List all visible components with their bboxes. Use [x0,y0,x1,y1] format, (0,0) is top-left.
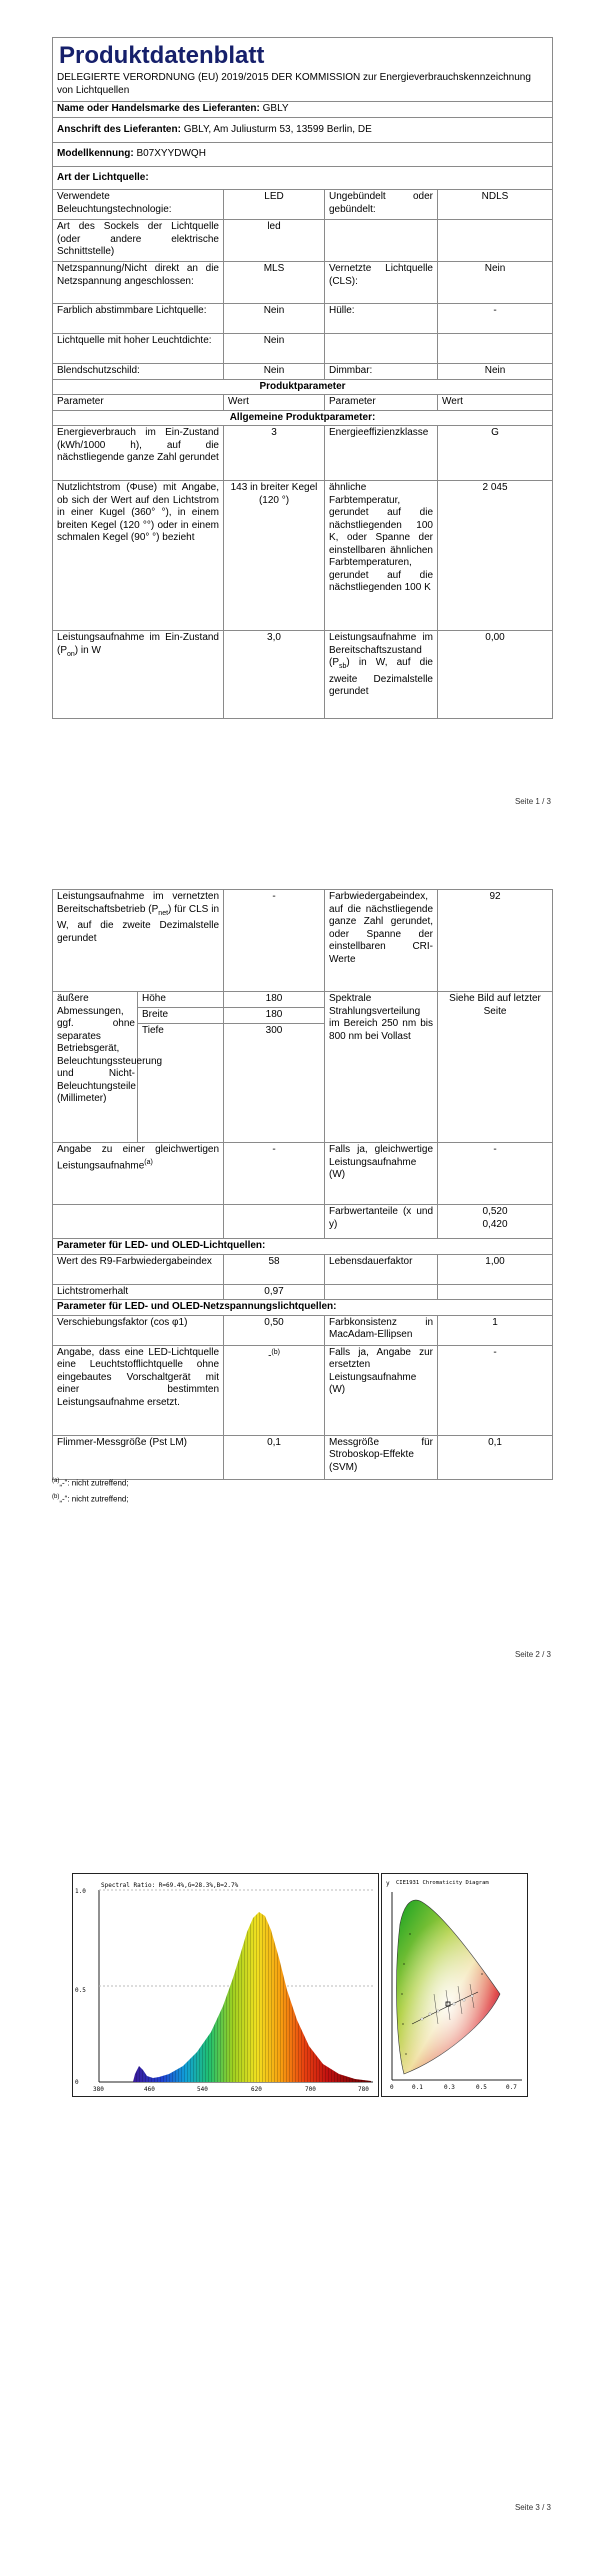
type-value: MLS [224,262,325,304]
type-label: Lichtquelle mit hoher Leuchtdichte: [53,334,224,364]
net-standby-value: - [224,890,325,992]
y-tick: 0.5 [75,1987,86,1994]
flicker-value: 0,1 [224,1435,325,1479]
type-row [53,262,553,304]
cie-x-tick: 0 [390,2084,394,2091]
params-column-header-row [53,395,553,411]
page-title: Produktdatenblatt [59,42,265,69]
x-tick: 780 [358,2086,369,2093]
supplier-brand-row [53,102,553,118]
svm-label: Messgröße für Stroboskop-Effekte (SVM) [325,1435,438,1479]
x-tick: 700 [305,2086,316,2093]
type-label: Blendschutzschild: [53,364,224,380]
regulation-text: DELEGIERTE VERORDNUNG (EU) 2019/2015 DER KOMMISSION zur Energieverbrauchskennzeichnung von Lichtquellen [57,72,531,96]
led-row [53,1284,553,1300]
col-header-value-2: Wert [438,395,553,411]
type-value: LED [224,190,325,220]
mains-heading-row [53,1300,553,1316]
cct-label: ähnliche Farbtemperatur, gerundet auf die nächstliegenden 100 K, oder Spanne der einstellbaren ähnlichen Farbtemperaturen, gerundet auf die nächstliegenden 100 K [325,481,438,631]
datasheet-table-page-1 [52,37,553,719]
r9-label: Wert des R9-Farbwiedergabeindex [53,1254,224,1284]
standby-power-value: 0,00 [438,631,553,719]
svm-value: 0,1 [438,1435,553,1479]
cri-value: 92 [438,890,553,992]
macadam-label: Farbkonsistenz in MacAdam-Ellipsen [325,1315,438,1345]
cct-value: 2 045 [438,481,553,631]
x-tick: 540 [197,2086,208,2093]
type-label: Farblich abstimmbare Lichtquelle: [53,304,224,334]
chromaticity-row [53,1205,553,1239]
flux-maintenance-label: Lichtstromerhalt [53,1284,224,1300]
x-tick: 620 [251,2086,262,2093]
replaced-power-label: Falls ja, Angabe zur ersetzten Leistungsaufnahme (W) [325,1345,438,1435]
page-number: Seite 3 / 3 [514,2503,551,2512]
type-heading: Art der Lichtquelle: [53,166,553,190]
params-heading: Produktparameter [53,379,553,395]
replacement-value: -$^{(b)}$ [224,1345,325,1435]
cie-y-axis-label: y [386,1880,390,1887]
type-heading-row [53,166,553,190]
brand-value: GBLY [262,103,289,114]
type-value: led [224,220,325,262]
displacement-factor-label: Verschiebungsfaktor (cos φ1) [53,1315,224,1345]
general-heading: Allgemeine Produktparameter: [53,410,553,426]
net-standby-row [53,890,553,992]
type-value-2: - [438,304,553,334]
type-row [53,220,553,262]
type-value-2 [438,220,553,262]
cri-label: Farbwiedergabeindex, auf die nächstliegende ganze Zahl gerundet, oder Spanne der einstellbaren CRI-Werte [325,890,438,992]
equivalent-power-w-value: - [438,1143,553,1205]
lifetime-factor-value: 1,00 [438,1254,553,1284]
type-value: Nein [224,304,325,334]
chromaticity-y: 0,420 [482,1218,508,1230]
type-value-2: Nein [438,262,553,304]
depth-value: 300 [224,1024,325,1040]
displacement-factor-value: 0,50 [224,1315,325,1345]
type-value: Nein [224,334,325,364]
flux-value: 143 in breiter Kegel (120 °) [224,481,325,631]
type-value-2: Nein [438,364,553,380]
x-tick: 460 [144,2086,155,2093]
cie-x-tick: 0.5 [476,2084,487,2091]
led-heading: Parameter für LED- und OLED-Lichtquellen: [53,1239,553,1255]
equivalent-power-w-label: Falls ja, gleichwertige Leistungsaufnahme (W) [325,1143,438,1205]
type-label: Netzspannung/Nicht direkt an die Netzspannung angeschlossen: [53,262,224,304]
equivalent-power-row [53,1143,553,1205]
type-value-2: NDLS [438,190,553,220]
type-row [53,334,553,364]
mains-row [53,1345,553,1435]
type-value: Nein [224,364,325,380]
type-row [53,304,553,334]
header-cell [53,38,553,102]
spectrum-graph [72,1873,379,2097]
equivalent-power-label: Angabe zu einer gleichwertigen Leistungsaufnahme$^{(a)}$ [53,1143,224,1205]
cie-diagram [381,1873,528,2097]
col-header-value: Wert [224,395,325,411]
type-label-2: Dimmbar: [325,364,438,380]
page-number: Seite 2 / 3 [514,1650,551,1659]
depth-label: Tiefe [138,1024,224,1040]
params-heading-row [53,379,553,395]
replaced-power-value: - [438,1345,553,1435]
chromaticity-label: Farbwertanteile (x und y) [325,1205,438,1239]
col-header-parameter: Parameter [53,395,224,411]
dims-row [53,992,553,1008]
mains-heading: Parameter für LED- und OLED-Netzspannungslichtquellen: [53,1300,553,1316]
cie-plot [382,1874,527,2096]
x-tick: 380 [93,2086,104,2093]
model-row [53,143,553,167]
spectral-label: Spektrale Strahlungsverteilung im Bereich 250 nm bis 800 nm bei Vollast [325,992,438,1143]
on-power-value: 3,0 [224,631,325,719]
general-heading-row [53,410,553,426]
energy-row [53,426,553,481]
spectrum-plot [73,1874,378,2096]
height-label: Höhe [138,992,224,1008]
footnote-a: $^{(a)}$„-“: nicht zutreffend; [52,1478,129,1488]
energy-value: 3 [224,426,325,481]
cie-x-tick: 0.7 [506,2084,517,2091]
type-label-2 [325,334,438,364]
supplier-address-row [53,117,553,143]
type-label-2 [325,220,438,262]
type-label: Art des Sockels der Lichtquelle (oder andere elektrische Schnittstelle) [53,220,224,262]
equivalent-power-value: - [224,1143,325,1205]
flux-row [53,481,553,631]
dims-label: äußere Abmessungen, ggf. ohne separates Betriebsgerät, Beleuchtungssteuerung und Nicht-Beleuchtungsteile (Millimeter) [53,992,138,1143]
y-tick: 0 [75,2079,79,2086]
on-power-label: Leistungsaufnahme im Ein-Zustand $(P_{on})$ in W [53,631,224,719]
page-number: Seite 1 / 3 [514,797,551,806]
led-row [53,1254,553,1284]
flux-maintenance-value: 0,97 [224,1284,325,1300]
energy-label: Energieverbrauch im Ein-Zustand (kWh/1000 h), auf die nächstliegende ganze Zahl gerundet [53,426,224,481]
macadam-value: 1 [438,1315,553,1345]
col-header-parameter-2: Parameter [325,395,438,411]
net-standby-label: Leistungsaufnahme im vernetzten Bereitschaftsbetrieb $(P_{net})$ für CLS in W, auf die zweite Dezimalstelle gerundet [53,890,224,992]
cie-title: CIE1931 Chromaticity Diagram [396,1880,489,1886]
spectrum-ratio-text: Spectral Ratio: R=69.4%,G=28.3%,B=2.7% [101,1882,239,1889]
led-heading-row [53,1239,553,1255]
type-value-2 [438,334,553,364]
standby-power-label: Leistungsaufnahme im Bereitschaftszustand $(P_{sb})$ in W, auf die zweite Dezimalstelle gerundet [325,631,438,719]
replacement-label: Angabe, dass eine LED-Lichtquelle eine Leuchtstofflichtquelle ohne eingebautes Vorschaltgerät mit einer bestimmten Leistungsaufnahme ersetzt. [53,1345,224,1435]
address-label: Anschrift des Lieferanten: [57,123,181,135]
type-label-2: Ungebündelt oder gebündelt: [325,190,438,220]
efficiency-label: Energieeffizienzklasse [325,426,438,481]
width-label: Breite [138,1008,224,1024]
mains-row [53,1315,553,1345]
y-tick: 1.0 [75,1888,86,1895]
model-value: B07XYYDWQH [136,148,206,159]
brand-label: Name oder Handelsmarke des Lieferanten: [57,103,260,114]
address-value: GBLY, Am Juliusturm 53, 13599 Berlin, DE [183,123,372,135]
power-row [53,631,553,719]
flux-label: Nutzlichtstrom (Φuse) mit Angabe, ob sich der Wert auf den Lichtstrom in einer Kugel (360° °), in einem breiten Kegel (120 °°) oder in einem schmalen Kegel (90° °) bezieht [53,481,224,631]
model-label: Modellkennung: [57,148,134,159]
cie-x-tick: 0.3 [444,2084,455,2091]
chromaticity-value [438,1205,553,1239]
type-label-2: Vernetzte Lichtquelle (CLS): [325,262,438,304]
type-label: Verwendete Beleuchtungstechnologie: [53,190,224,220]
mains-row [53,1435,553,1479]
height-value: 180 [224,992,325,1008]
width-value: 180 [224,1008,325,1024]
chromaticity-x: 0,520 [482,1206,508,1217]
lifetime-factor-label: Lebensdauerfaktor [325,1254,438,1284]
type-label-2: Hülle: [325,304,438,334]
r9-value: 58 [224,1254,325,1284]
flicker-label: Flimmer-Messgröße (Pst LM) [53,1435,224,1479]
datasheet-table-page-2 [52,889,553,1480]
footnote-b: $^{(b)}$„-“: nicht zutreffend; [52,1494,129,1504]
cie-x-tick: 0.1 [412,2084,423,2091]
spectral-value: Siehe Bild auf letzter Seite [438,992,553,1143]
type-row [53,190,553,220]
efficiency-value: G [438,426,553,481]
type-row [53,364,553,380]
